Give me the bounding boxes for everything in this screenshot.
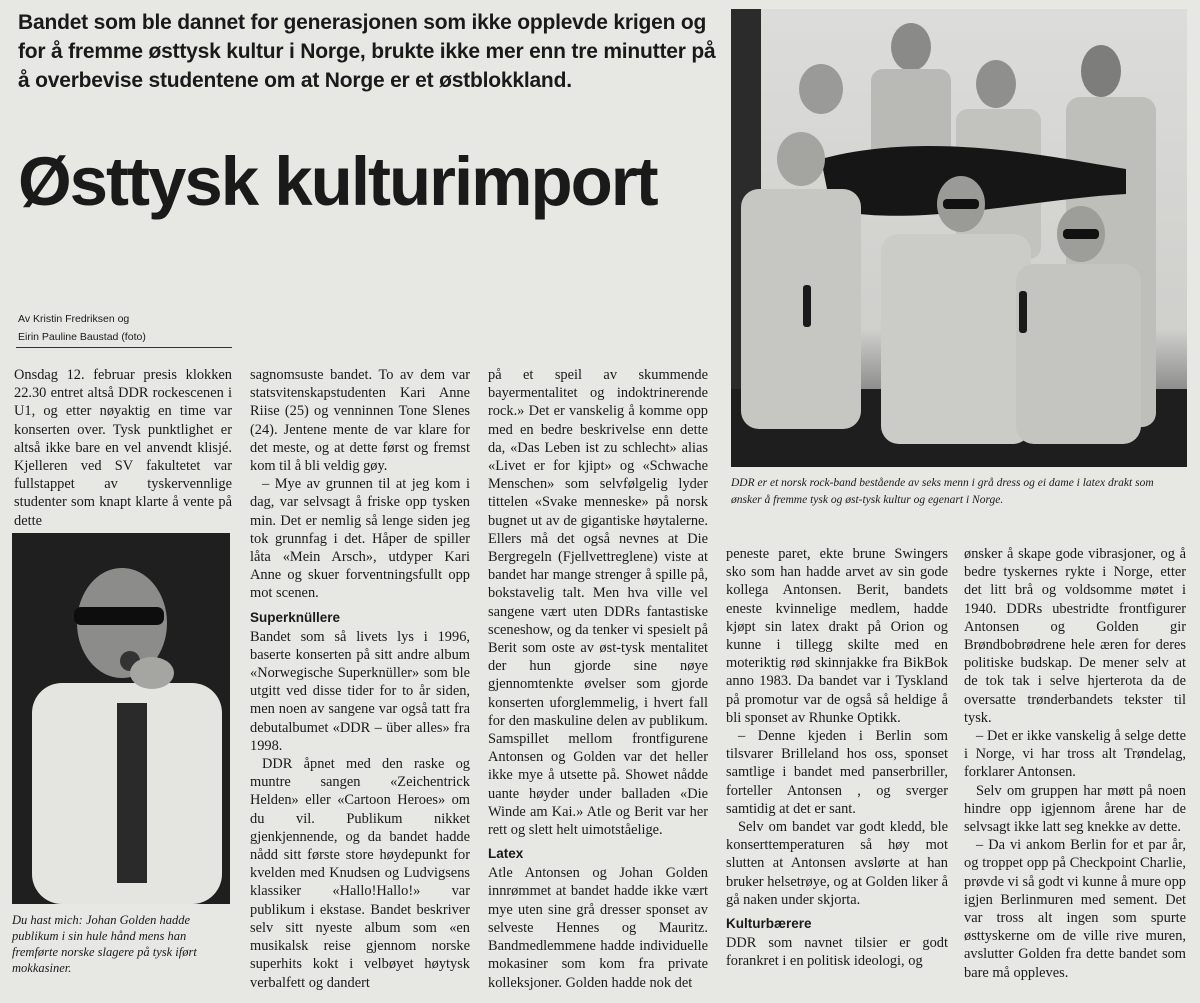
subheading: Kulturbærere: [726, 916, 812, 932]
paragraph: sagnomsuste bandet. To av dem var statsvitenskapstudenten Kari Anne Riise (25) og venninnen Tone Slenes (24). Jentene mente de var klare for det meste, og at dette først og fremst kom til å bli veldig gøy.: [250, 367, 470, 475]
byline: [18, 310, 232, 346]
paragraph: – Denne kjeden i Berlin som tilsvarer Brilleland hos oss, sponset samtlige i bandet med panserbriller, forteller Antonsen , og sverger samtidig at det er sant.: [726, 728, 948, 817]
band-photo: [731, 9, 1187, 467]
paragraph: på et speil av skummende bayermentalitet og indoktrinerende rock.» Det er vanskelig å komme opp med en bedre beskrivelse enn dette da, «Das Leben ist zu schlecht» alias «Livet er for kjipt» og «Schwache Menschen» som selvfølgelig lyder tittelen «Svake menneske» på norsk bugnet ut av de gigantiske høytalerne. Ellers må det også nevnes at Die Bergregeln (Fjellvettreglene) viste at bandet har mange strenger å spille på, bokstavelig talt. Men hva ville vel sangene vært uten DDRs fantastiske sceneshow, og da tenker vi spesielt på Berit som oste av øst-tysk mentalitet der hun gjorde sine nøye gjennomtenkte øvelser som gjorde konserten uforglemmelig, i hvert fall for den maskuline delen av publikum. Samspillet mellom frontfigurene Antonsen og Golden var det heller ikke mye å utsette på. Showet nådde uante høyder under balladen «Die Winde am Kai.» Atle og Berit var her rett og slett helt uimotståelige.: [488, 367, 708, 839]
paragraph: – Det er ikke vanskelig å selge dette i Norge, vi har tross alt Trøndelag, forklarer Antonsen.: [964, 728, 1186, 781]
article-lead: Bandet som ble dannet for generasjonen som ikke opplevde krigen og for å fremme østtysk kultur i Norge, brukte ikke mer enn tre minutter på å overbevise studentene om at Norge er et østblokkland.: [18, 11, 716, 92]
band-photo-image: [731, 9, 1187, 467]
paragraph: Bandet som så livets lys i 1996, baserte konserten på sitt andre album «Norwegische Superknüller» som ble utgitt ved disse tider for to år siden, men noen av sangene var også tatt fra debutalbumet «DDR – über alles» fra 1998.: [250, 628, 470, 754]
subheading: Latex: [488, 846, 524, 862]
paragraph: Atle Antonsen og Johan Golden innrømmet at bandet hadde ikke vært mye uten sine grå dresser sponset av selveste Hennes og Mauritz. Bandmedlemmene hadde individuelle mokasiner som kom fra private kolleksjoner. Golden hadde nok det: [488, 865, 708, 991]
paragraph: Onsdag 12. februar presis klokken 22.30 entret altså DDR rockescenen i U1, og etter nøyaktig en time var konserten over. Tysk punktlighet er altså ikke bare en vel anvendt klisjé. Kjelleren ved SV fakultetet var fullstappet av tyskervennlige studenter som knapt klarte å vente på dette: [14, 367, 232, 529]
paragraph: Selv om bandet var godt kledd, ble konserttemperaturen så høy mot slutten at Antonsen avslørte at han bruker helsetrøye, og at Golden liker å gå naken under skjorta.: [726, 819, 948, 908]
article-column-4: [726, 545, 948, 1000]
band-photo-caption: DDR er et norsk rock-band bestående av seks menn i grå dress og ei dame i latex drakt som ønsker å fremme tysk og øst-tysk kultur og egenart i Norge.: [731, 477, 1154, 506]
byline-rule: [16, 347, 232, 348]
singer-photo: [12, 533, 230, 904]
singer-photo-caption: Du hast mich: Johan Golden hadde publikum i sin hule hånd mens han fremførte norske slagere på tysk iført mokkasiner.: [12, 913, 197, 975]
article-column-2: [250, 366, 470, 1000]
paragraph: DDR som navnet tilsier er godt forankret i en politisk ideologi, og: [726, 935, 948, 970]
singer-photo-image: [12, 533, 230, 904]
article-column-1: [14, 366, 232, 536]
paragraph: DDR åpnet med den raske og muntre sangen «Zeichentrick Helden» eller «Cartoon Heroes» om du vil. Publikum nikket gjenkjennende, og da bandet hadde nådd sitt første store høydepunkt for kvelden med Knudsen og Ludvigsens klassiker «Hallo!Hallo!» var publikum i ekstase. Bandet beskriver selv sitt nyeste album som «en musikalsk reise gjennom norske superhits kokt i velbøyet høytysk verbalfett og dandert: [250, 756, 470, 991]
paragraph: Selv om gruppen har møtt på noen hindre opp igjennom årene har de selvsagt ikke latt seg knekke av dette.: [964, 782, 1186, 836]
article-column-3: [488, 366, 708, 1000]
byline-photo-credit: Eirin Pauline Baustad (foto): [18, 331, 146, 343]
article-headline: Østtysk kulturimport: [18, 143, 657, 220]
byline-authors: Av Kristin Fredriksen og: [18, 313, 130, 325]
paragraph: – Da vi ankom Berlin for et par år, og troppet opp på Checkpoint Charlie, prøvde vi så godt vi kunne å mure opp igjen Berlinmuren med sement. Det var tross alt ingen som spurte østtyskerne om de ville rive muren, avslutter Golden fra dette bandet som bare må oppleves.: [964, 837, 1186, 981]
article-column-5: [964, 545, 1186, 1000]
subheading: Superknüllere: [250, 609, 341, 625]
paragraph: peneste paret, ekte brune Swingers sko som han hadde arvet av sin gode kollega Antonsen. Berit, bandets eneste kvinnelige medlem, hadde kjøpt sin latex drakt på Orion og kunne i tillegg skilte med en moteriktig rød skinnjakke fra BikBok anno 1983. Da bandet var i Tyskland på promotur var de også så heldige å bli sponset av Rhunke Optikk.: [726, 546, 948, 726]
paragraph: ønsker å skape gode vibrasjoner, og å bedre tyskernes rykte i Norge, etter det litt brå og voldsomme møtet i 1940. DDRs ubestridte frontfigurer Antonsen og Golden gir Brøndbobrødrene hele æren for deres politiske budskap. De mener selv at de tok tak i selve hjerterota da de oversatte trønderbandets tekster til tysk.: [964, 546, 1186, 726]
paragraph: – Mye av grunnen til at jeg kom i dag, var selvsagt å friske opp tysken min. Det er nemlig så lenge siden jeg tok grunnfag i det. Håper de spiller låta «Mein Arsch», utdyper Kari Anne og skuer forventningsfullt opp mot scenen.: [250, 476, 470, 602]
